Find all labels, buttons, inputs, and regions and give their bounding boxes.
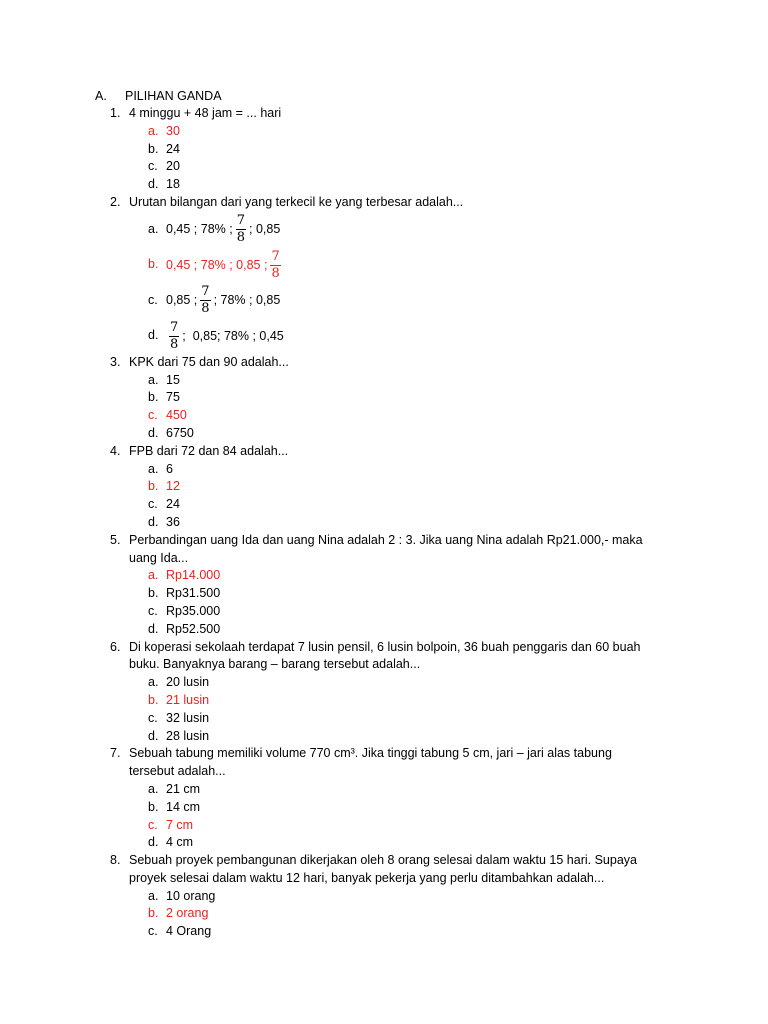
option-text [166, 285, 280, 316]
option-text [166, 373, 180, 387]
answer-option [129, 389, 670, 407]
fraction [169, 321, 179, 352]
option-letter: a. [148, 675, 159, 690]
answer-option [129, 781, 670, 799]
option-letter: b. [148, 479, 159, 494]
option-text [166, 177, 180, 191]
option-letter: d. [148, 328, 159, 343]
option-letter: d. [148, 835, 159, 850]
question-item [110, 354, 670, 443]
question-text: Di koperasi sekolaah terdapat 7 lusin pensil, 6 lusin bolpoin, 36 buah penggaris dan 60 buah [129, 639, 641, 654]
answer-option [129, 834, 670, 852]
option-text [166, 693, 209, 707]
option-letter: b. [148, 799, 159, 814]
option-text [166, 818, 193, 832]
answer-option [129, 372, 670, 390]
option-text [166, 924, 211, 938]
question-text: uang Ida... [129, 550, 189, 565]
option-text [166, 426, 194, 440]
section-heading [95, 87, 222, 105]
answer-option [129, 158, 670, 176]
option-text-segment: 15 [166, 372, 180, 387]
option-letter: d. [148, 514, 159, 529]
option-letter: d. [148, 177, 159, 192]
option-text-segment: 4 Orang [166, 924, 212, 939]
option-text-segment: 14 cm [166, 799, 201, 814]
option-text-segment: 32 lusin [166, 710, 210, 725]
option-letter: d. [148, 728, 159, 743]
answer-option [129, 425, 670, 443]
question-item [110, 443, 670, 532]
option-text-segment: Rp31.500 [166, 586, 221, 601]
option-letter: b. [148, 586, 159, 601]
option-text [166, 479, 180, 493]
option-text-segment: 24 [166, 497, 180, 512]
option-text-segment: ; 78% ; 0,85 [213, 292, 281, 307]
answer-option [129, 888, 670, 906]
option-text-segment: 24 [166, 141, 180, 156]
answer-option-correct [129, 123, 670, 141]
option-letter: c. [148, 159, 158, 174]
question-item [110, 745, 670, 852]
option-text-segment: 20 lusin [166, 675, 210, 690]
answer-option [129, 141, 670, 159]
option-text-segment: Rp14.000 [166, 568, 221, 583]
option-letter: c. [148, 497, 158, 512]
fraction [236, 214, 246, 245]
answer-option [129, 318, 670, 354]
option-letter: c. [148, 603, 158, 618]
answer-option [129, 496, 670, 514]
option-letter: d. [148, 621, 159, 636]
option-text [166, 159, 180, 173]
option-letter: a. [148, 568, 159, 583]
fraction [270, 250, 280, 281]
option-letter: a. [148, 123, 159, 138]
option-letter: b. [148, 141, 159, 156]
question-text: Urutan bilangan dari yang terkecil ke yang terbesar adalah... [129, 194, 464, 209]
question-number: 8. [110, 853, 121, 868]
option-text [166, 729, 209, 743]
option-text-segment: 7 cm [166, 817, 194, 832]
answer-option-correct [129, 817, 670, 835]
option-text-segment: 450 [166, 408, 187, 423]
option-letter: c. [148, 924, 158, 939]
option-letter: a. [148, 888, 159, 903]
answer-option [129, 283, 670, 319]
question-number: 1. [110, 106, 121, 120]
question-list [110, 105, 670, 941]
question-text: FPB dari 72 dan 84 adalah... [129, 443, 289, 458]
option-text [166, 124, 180, 138]
answer-option [129, 799, 670, 817]
option-letter: d. [148, 425, 159, 440]
fraction-numerator: 7 [271, 248, 280, 264]
option-text-segment: ; 0,85 [249, 221, 281, 236]
answer-options [129, 781, 670, 852]
option-text [166, 586, 220, 600]
option-letter: c. [148, 710, 158, 725]
answer-options [129, 888, 670, 941]
answer-option-correct [129, 478, 670, 496]
answer-options [129, 372, 670, 443]
option-letter: a. [148, 372, 159, 387]
answer-options [129, 567, 670, 638]
question-item [110, 852, 670, 941]
question-item [110, 194, 670, 354]
option-text-segment: 2 orang [166, 906, 209, 921]
option-text-segment: 10 orang [166, 888, 216, 903]
option-letter: c. [148, 817, 158, 832]
fraction-denominator: 8 [201, 301, 210, 317]
question-number: 6. [110, 639, 121, 654]
fraction-denominator: 8 [271, 265, 280, 281]
option-letter: b. [148, 692, 159, 707]
option-text-segment: 4 cm [166, 835, 194, 850]
option-text-segment: Rp35.000 [166, 603, 221, 618]
section-letter: A. [95, 89, 107, 103]
question-text: Sebuah proyek pembangunan dikerjakan oleh 8 orang selesai dalam waktu 15 hari. Supaya [129, 853, 637, 868]
option-text [166, 800, 200, 814]
answer-option [129, 621, 670, 639]
option-text-segment: 0,85 ; [166, 292, 198, 307]
option-text [166, 835, 193, 849]
option-text [166, 906, 208, 920]
fraction-numerator: 7 [170, 319, 179, 335]
answer-options [129, 674, 670, 745]
fraction-numerator: 7 [201, 284, 210, 300]
question-text: Sebuah tabung memiliki volume 770 cm³. Jika tinggi tabung 5 cm, jari – jari alas tabung [129, 746, 612, 761]
question-item [110, 532, 670, 639]
option-text [166, 515, 180, 529]
option-text-segment: 28 lusin [166, 728, 210, 743]
answer-option [129, 461, 670, 479]
answer-option [129, 212, 670, 248]
option-text [166, 214, 280, 245]
option-letter: a. [148, 781, 159, 796]
answer-option [129, 176, 670, 194]
option-text-segment: 6750 [166, 425, 194, 440]
option-text-segment: 18 [166, 177, 180, 192]
answer-option [129, 603, 670, 621]
answer-option-correct [129, 247, 670, 283]
answer-option [129, 514, 670, 532]
option-text [166, 408, 187, 422]
option-text-segment: 0,45 ; 78% ; 0,85 ; [166, 257, 268, 272]
answer-option-correct [129, 905, 670, 923]
answer-options [129, 212, 670, 354]
option-letter: c. [148, 292, 158, 307]
option-text-segment: ; 0,85; 78% ; 0,45 [182, 328, 284, 343]
question-text: buku. Banyaknya barang – barang tersebut adalah... [129, 657, 421, 672]
answer-option [129, 923, 670, 941]
answer-option-correct [129, 692, 670, 710]
fraction-numerator: 7 [236, 213, 245, 229]
answer-options [129, 123, 670, 194]
option-letter: b. [148, 906, 159, 921]
answer-option-correct [129, 407, 670, 425]
option-text-segment: 0,45 ; 78% ; [166, 221, 233, 236]
answer-option [129, 710, 670, 728]
option-text-segment: 20 [166, 159, 180, 174]
answer-option [129, 674, 670, 692]
option-text-segment: 30 [166, 123, 180, 138]
question-text: proyek selesai dalam waktu 12 hari, banyak pekerja yang perlu ditambahkan adalah... [129, 870, 605, 885]
fraction-denominator: 8 [236, 230, 245, 246]
option-text [166, 568, 220, 582]
question-number: 5. [110, 532, 121, 547]
question-number: 7. [110, 746, 121, 761]
section-title: PILIHAN GANDA [125, 89, 222, 103]
option-letter: b. [148, 257, 159, 272]
option-text [166, 497, 180, 511]
option-text-segment: 6 [166, 461, 173, 476]
answer-options [129, 461, 670, 532]
option-text [166, 462, 173, 476]
question-number: 2. [110, 194, 121, 209]
option-letter: b. [148, 390, 159, 405]
answer-option-correct [129, 567, 670, 585]
option-text-segment: 12 [166, 479, 180, 494]
question-item [110, 105, 670, 194]
option-text-segment: 75 [166, 390, 180, 405]
option-text [166, 782, 200, 796]
option-text [166, 604, 220, 618]
option-letter: c. [148, 408, 158, 423]
fraction-denominator: 8 [170, 336, 179, 352]
option-text [166, 250, 284, 281]
option-text [166, 675, 209, 689]
option-letter: a. [148, 461, 159, 476]
option-text [166, 390, 180, 404]
option-text [166, 711, 209, 725]
question-text: tersebut adalah... [129, 764, 226, 779]
option-text-segment: 21 cm [166, 781, 201, 796]
question-text: Perbandingan uang Ida dan uang Nina adalah 2 : 3. Jika uang Nina adalah Rp21.000,- maka [129, 532, 643, 547]
question-text: 4 minggu + 48 jam = ... hari [129, 106, 282, 120]
answer-option [129, 728, 670, 746]
option-text-segment: 36 [166, 514, 180, 529]
option-text-segment: 21 lusin [166, 692, 210, 707]
question-text: KPK dari 75 dan 90 adalah... [129, 354, 289, 369]
option-letter: a. [148, 221, 159, 236]
question-number: 3. [110, 354, 121, 369]
option-text [166, 321, 284, 352]
question-number: 4. [110, 443, 121, 458]
option-text-segment: Rp52.500 [166, 621, 221, 636]
fraction [200, 285, 210, 316]
answer-option [129, 585, 670, 603]
question-item [110, 639, 670, 746]
option-text [166, 889, 215, 903]
option-text [166, 142, 180, 156]
option-text [166, 622, 220, 636]
